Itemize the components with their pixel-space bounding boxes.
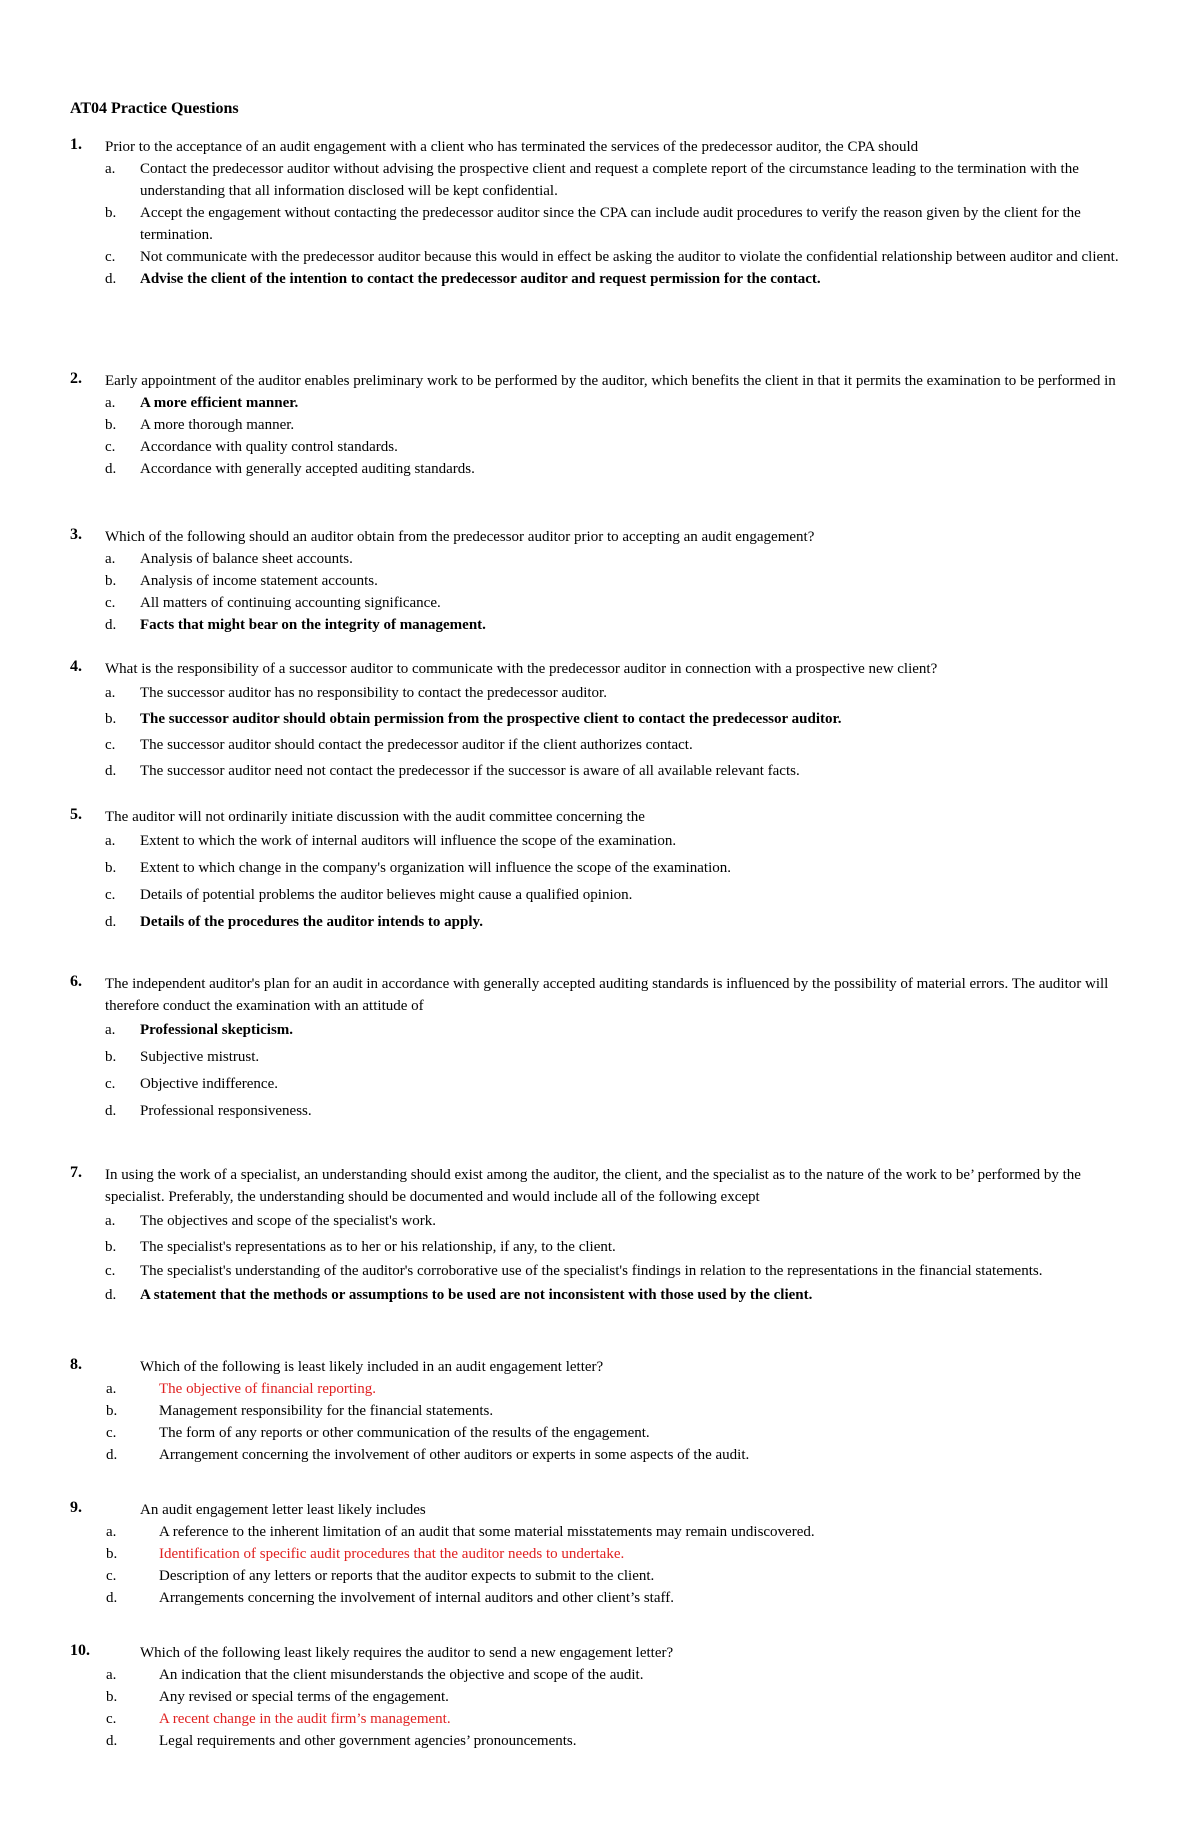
option-a: a. Analysis of balance sheet accounts. (105, 551, 353, 567)
page-title: AT04 Practice Questions (70, 100, 239, 117)
option-b-answer: b. Identification of specific audit procedures that the auditor needs to undertake. (106, 1546, 625, 1562)
option-c: c. Description of any letters or reports that the auditor expects to submit to the client. (106, 1568, 655, 1584)
option-a-answer: a. The objective of financial reporting. (106, 1381, 376, 1397)
question-number: 6. (70, 973, 82, 990)
option-a: a. The objectives and scope of the specialist's work. (105, 1213, 436, 1229)
question-stem: Early appointment of the auditor enables preliminary work to be performed by the auditor, which benefits the client in that it permits the examination to be performed in (105, 373, 1116, 389)
option-c: c. The successor auditor should contact the predecessor auditor if the client authorizes contact. (105, 737, 693, 753)
question-number: 1. (70, 136, 82, 153)
option-d: d. Arrangements concerning the involvement of internal auditors and other client’s staff. (106, 1590, 674, 1606)
option-c-answer: c. A recent change in the audit firm’s management. (106, 1711, 451, 1727)
option-c: c. All matters of continuing accounting significance. (105, 595, 441, 611)
question-10 (70, 1642, 1140, 1752)
option-list (70, 828, 1140, 936)
question-3 (70, 526, 1140, 636)
question-stem: Which of the following should an auditor obtain from the predecessor auditor prior to accepting an audit engagement? (105, 529, 815, 545)
question-number: 5. (70, 806, 82, 823)
option-d-answer: d. A statement that the methods or assumptions to be used are not inconsistent with those used by the client. (105, 1287, 813, 1303)
option-d: d. Professional responsiveness. (105, 1103, 312, 1119)
question-number: 9. (70, 1499, 82, 1516)
question-stem: Which of the following is least likely included in an audit engagement letter? (140, 1359, 604, 1375)
question-8 (70, 1356, 1140, 1466)
question-number: 2. (70, 370, 82, 387)
option-list (70, 158, 1140, 290)
question-stem: The auditor will not ordinarily initiate discussion with the audit committee concerning the (105, 809, 645, 825)
option-a: a. Contact the predecessor auditor without advising the prospective client and request a complete report of the circumstance leading to the termination with the understanding that all information disclosed will be kept confidential. (105, 161, 1079, 199)
question-4 (70, 658, 1140, 784)
option-b: b. Analysis of income statement accounts. (105, 573, 378, 589)
question-stem: What is the responsibility of a successor auditor to communicate with the predecessor auditor in connection with a prospective new client? (105, 661, 938, 677)
option-b: b. Extent to which change in the company's organization will influence the scope of the examination. (105, 860, 731, 876)
option-a-answer: a. A more efficient manner. (105, 395, 299, 411)
question-stem: The independent auditor's plan for an audit in accordance with generally accepted auditing standards is influenced by the possibility of material errors. The auditor will therefore conduct the examination with an attitude of (105, 976, 1109, 1014)
question-9 (70, 1499, 1140, 1609)
option-c: c. The specialist's understanding of the auditor's corroborative use of the specialist's findings in relation to the representations in the financial statements. (105, 1263, 1043, 1279)
option-list (70, 392, 1140, 480)
question-number: 10. (70, 1642, 90, 1659)
question-number: 4. (70, 658, 82, 675)
question-stem: In using the work of a specialist, an understanding should exist among the auditor, the client, and the specialist as to the nature of the work to be’ performed by the specialist. Preferably, the understanding should be documented and would include all of the following except (105, 1167, 1081, 1205)
option-b-answer: b. The successor auditor should obtain permission from the prospective client to contact the predecessor auditor. (105, 711, 842, 727)
option-d: d. Legal requirements and other government agencies’ pronouncements. (106, 1733, 577, 1749)
option-d: d. Arrangement concerning the involvement of other auditors or experts in some aspects of the audit. (106, 1447, 750, 1463)
question-5 (70, 806, 1140, 936)
option-b: b. Subjective mistrust. (105, 1049, 260, 1065)
option-list (70, 1378, 1140, 1466)
question-1 (70, 136, 1140, 290)
option-c: c. Objective indifference. (105, 1076, 278, 1092)
option-c: c. Not communicate with the predecessor auditor because this would in effect be asking the auditor to violate the confidential relationship between auditor and client. (105, 249, 1119, 265)
option-d-answer: d. Advise the client of the intention to contact the predecessor auditor and request permission for the contact. (105, 271, 821, 287)
option-d-answer: d. Details of the procedures the auditor intends to apply. (105, 914, 483, 930)
option-list (70, 1664, 1140, 1752)
option-b: b. A more thorough manner. (105, 417, 295, 433)
option-list (70, 1208, 1140, 1308)
question-number: 3. (70, 526, 82, 543)
option-b: b. The specialist's representations as to her or his relationship, if any, to the client. (105, 1239, 616, 1255)
option-d: d. Accordance with generally accepted auditing standards. (105, 461, 475, 477)
option-a: a. A reference to the inherent limitation of an audit that some material misstatements may remain undiscovered. (106, 1524, 815, 1540)
question-2 (70, 370, 1140, 480)
option-c: c. Accordance with quality control standards. (105, 439, 398, 455)
option-a: a. Extent to which the work of internal auditors will influence the scope of the examination. (105, 833, 677, 849)
question-7 (70, 1164, 1140, 1308)
option-c: c. The form of any reports or other communication of the results of the engagement. (106, 1425, 650, 1441)
option-list (70, 1017, 1140, 1125)
question-6 (70, 973, 1140, 1125)
option-d-answer: d. Facts that might bear on the integrity of management. (105, 617, 486, 633)
option-a: a. An indication that the client misunderstands the objective and scope of the audit. (106, 1667, 644, 1683)
question-stem: Which of the following least likely requires the auditor to send a new engagement letter? (140, 1645, 674, 1661)
option-list (70, 548, 1140, 636)
question-stem: An audit engagement letter least likely includes (140, 1502, 426, 1518)
option-a: a. The successor auditor has no responsibility to contact the predecessor auditor. (105, 685, 607, 701)
question-stem: Prior to the acceptance of an audit engagement with a client who has terminated the services of the predecessor auditor, the CPA should (105, 139, 919, 155)
option-c: c. Details of potential problems the auditor believes might cause a qualified opinion. (105, 887, 633, 903)
option-b: b. Any revised or special terms of the engagement. (106, 1689, 449, 1705)
option-b: b. Accept the engagement without contacting the predecessor auditor since the CPA can include audit procedures to verify the reason given by the client for the termination. (105, 205, 1081, 243)
question-number: 8. (70, 1356, 82, 1373)
option-a-answer: a. Professional skepticism. (105, 1022, 294, 1038)
option-list (70, 680, 1140, 784)
option-d: d. The successor auditor need not contact the predecessor if the successor is aware of all available relevant facts. (105, 763, 800, 779)
option-b: b. Management responsibility for the financial statements. (106, 1403, 494, 1419)
question-number: 7. (70, 1164, 82, 1181)
option-list (70, 1521, 1140, 1609)
